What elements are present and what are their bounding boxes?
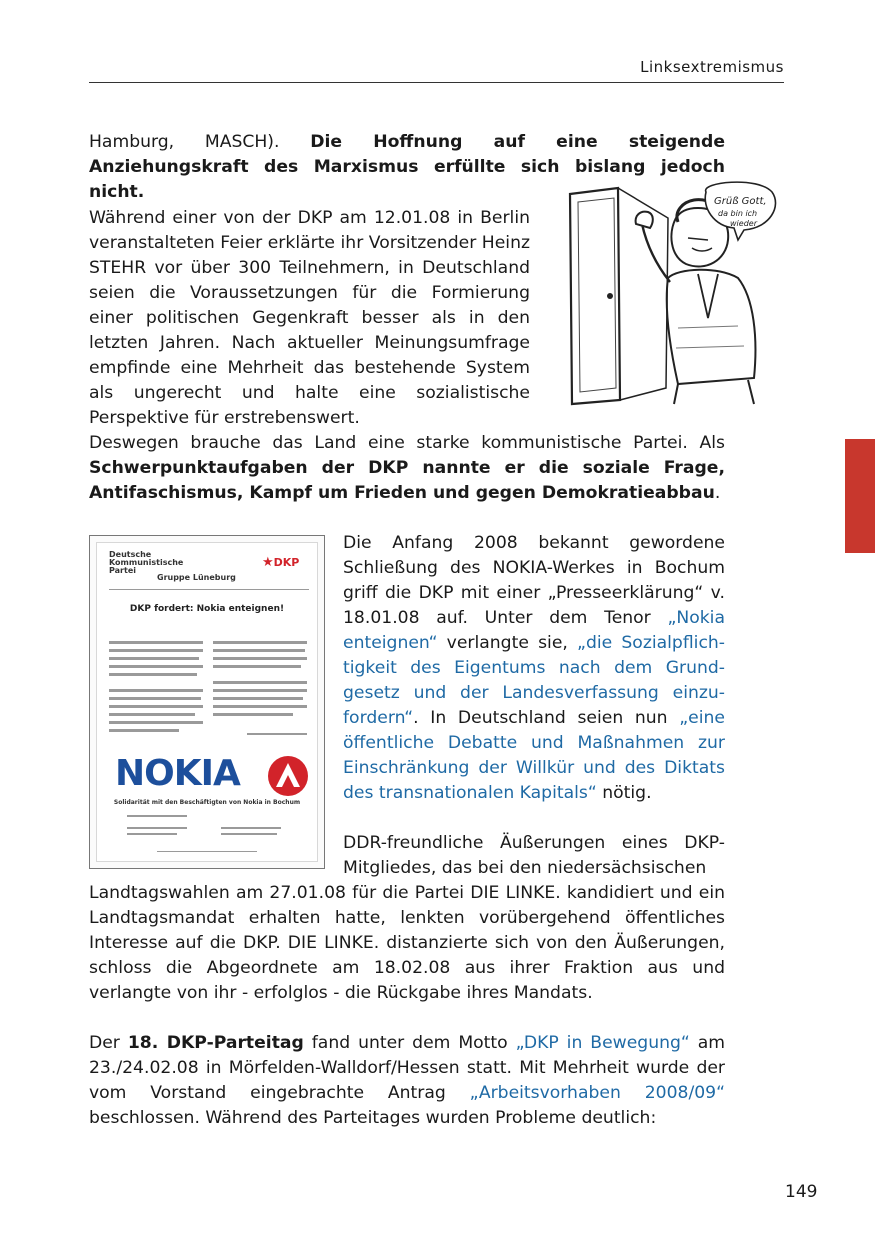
flyer-text-line [213,657,307,660]
p5-text-2: fand unter dem Motto [303,1033,516,1053]
flyer-text-line [127,833,177,835]
dkp-flyer-image [89,535,325,869]
arrow-up-icon [267,755,309,797]
flyer-text-line [109,721,203,724]
flyer-logo-text: DKP [273,556,300,569]
paragraph-2a [89,206,530,431]
flyer-text-line [221,827,281,829]
p1-text: Hamburg, MASCH). [89,132,311,152]
paragraph-2b [89,431,725,506]
p2-text-1: Während einer von der DKP am 12.01.08 in Berlin veranstalteten Feier erklärte ihr Vorsitzender Heinz STEHR vor über 300 Teilnehmern, in Deutschland seien die Voraussetzungen für die Formierung einer politischen Gegenkraft besser als in den letzten Jahren. Nach aktueller Meinungsumfrage empfinde eine Mehrheit das bestehende System als ungerecht und halte eine sozialistische Perspektive für erstrebenswert. [89,208,530,428]
p3-text-2: verlangte sie, [437,633,578,653]
flyer-text-line [213,665,301,668]
flyer-headline: DKP fordert: Nokia enteignen! [129,604,285,614]
p5-text-4: beschlossen. Während des Parteitages wurden Probleme deutlich: [89,1108,657,1128]
paragraph-3 [343,531,725,806]
p5-text-1: Der [89,1033,128,1053]
flyer-text-line [109,689,203,692]
p5-quote-1: „DKP in Bewegung“ [515,1033,690,1053]
flyer-text-line [109,657,199,660]
flyer-text-line [247,733,307,735]
flyer-org-name: Deutsche Kommunistische Partei [109,550,184,575]
page-number: 149 [785,1182,818,1202]
flyer-dkp-logo [262,555,299,570]
flyer-page [96,542,318,862]
flyer-text-line [127,827,187,829]
p4-text-1: DDR-freundliche Äußerungen eines DKP-Mitgliedes, das bei den niedersächsischen [343,833,725,878]
p3-quote-3: „eine öffentliche Debatte und Maßnahmen zur Einschränkung der Willkür und des Diktats des transnationalen Kapitals“ [343,708,725,803]
p3-quote-1: „Nokia enteignen“ [343,608,725,653]
flyer-subline: Solidarität mit den Beschäftigten von Nokia in Bochum [113,799,301,806]
flyer-rule [109,589,309,590]
chapter-tab-marker [845,439,875,553]
flyer-text-line [157,851,257,852]
p3-quote-2: „die Sozialpflichtigkeit des Eigentums nach dem Grundgesetz und der Landesverfassung einzufordern“ [343,633,725,728]
flyer-text-line [109,713,195,716]
p2-text-3: . [714,483,721,503]
flyer-text-line [109,649,203,652]
p5-quote-2: „Arbeitsvorhaben 2008/09“ [469,1083,726,1103]
p5-bold: 18. DKP-Parteitag [127,1033,304,1053]
flyer-text-line [109,729,179,732]
p5-text-3: am 23./24.02.08 in Mörfelden-Walldorf/Hessen statt. Mit Mehrheit wurde der vom Vorstand eingebrachte Antrag [89,1033,726,1103]
paragraph-4b [89,881,725,1006]
flyer-text-line [127,815,187,817]
p3-text-1: Die Anfang 2008 bekannt gewordene Schließung des NOKIA-Werkes in Bochum griff die DKP mit einer „Presseerklärung“ v. 18.01.08 auf. Unter dem Tenor [343,533,725,628]
p4-text-2: Landtagswahlen am 27.01.08 für die Partei DIE LINKE. kandidiert und ein Landtagsmandat erhalten hatte, lenkten vorübergehend öffentliches Interesse auf die DKP. DIE LINKE. distanzierte sich von den Äußerungen, schloss die Abgeordnete am 18.02.08 aus ihrer Fraktion aus und verlangte von ihr - erfolglos - die Rückgabe ihres Mandats. [89,883,725,1003]
flyer-text-line [213,649,305,652]
flyer-text-line [213,713,293,716]
star-icon: ★ [262,555,274,570]
cartoon-illustration [558,178,784,410]
cartoon-speech-line2: da bin ich [718,209,758,218]
flyer-text-line [109,641,203,644]
flyer-text-line [213,697,303,700]
flyer-text-line [221,833,277,835]
flyer-text-line [109,673,197,676]
p2-bold: Schwerpunktaufgaben der DKP nannte er die soziale Frage, Antifaschismus, Kampf um Frieden und gegen Demokratieabbau [89,458,725,503]
flyer-text-line [213,681,307,684]
flyer-nokia-logo: NOKIA [115,753,240,794]
p2-text-2: Deswegen brauche das Land eine starke kommunistische Partei. Als [89,433,725,453]
cartoon-speech-line1: Grüß Gott, [714,196,767,207]
p3-text-3: . In Deutschland seien nun [413,708,680,728]
header-title: Linksextremismus [640,58,784,76]
flyer-text-line [109,697,201,700]
running-header [89,58,784,83]
flyer-text-line [109,705,203,708]
flyer-group-name: Gruppe Lüneburg [157,573,236,582]
p1-bold: Die Hoffnung auf eine steigende Anziehungskraft des Marxismus erfüllte sich bislang jedoch nicht. [89,132,725,202]
flyer-text-line [213,689,307,692]
flyer-text-line [213,705,307,708]
paragraph-4a [343,831,725,881]
flyer-text-line [213,641,307,644]
paragraph-5 [89,1031,725,1131]
p3-text-4: nötig. [596,783,652,803]
cartoon-speech-line3: wieder [730,219,757,228]
flyer-text-line [109,665,203,668]
